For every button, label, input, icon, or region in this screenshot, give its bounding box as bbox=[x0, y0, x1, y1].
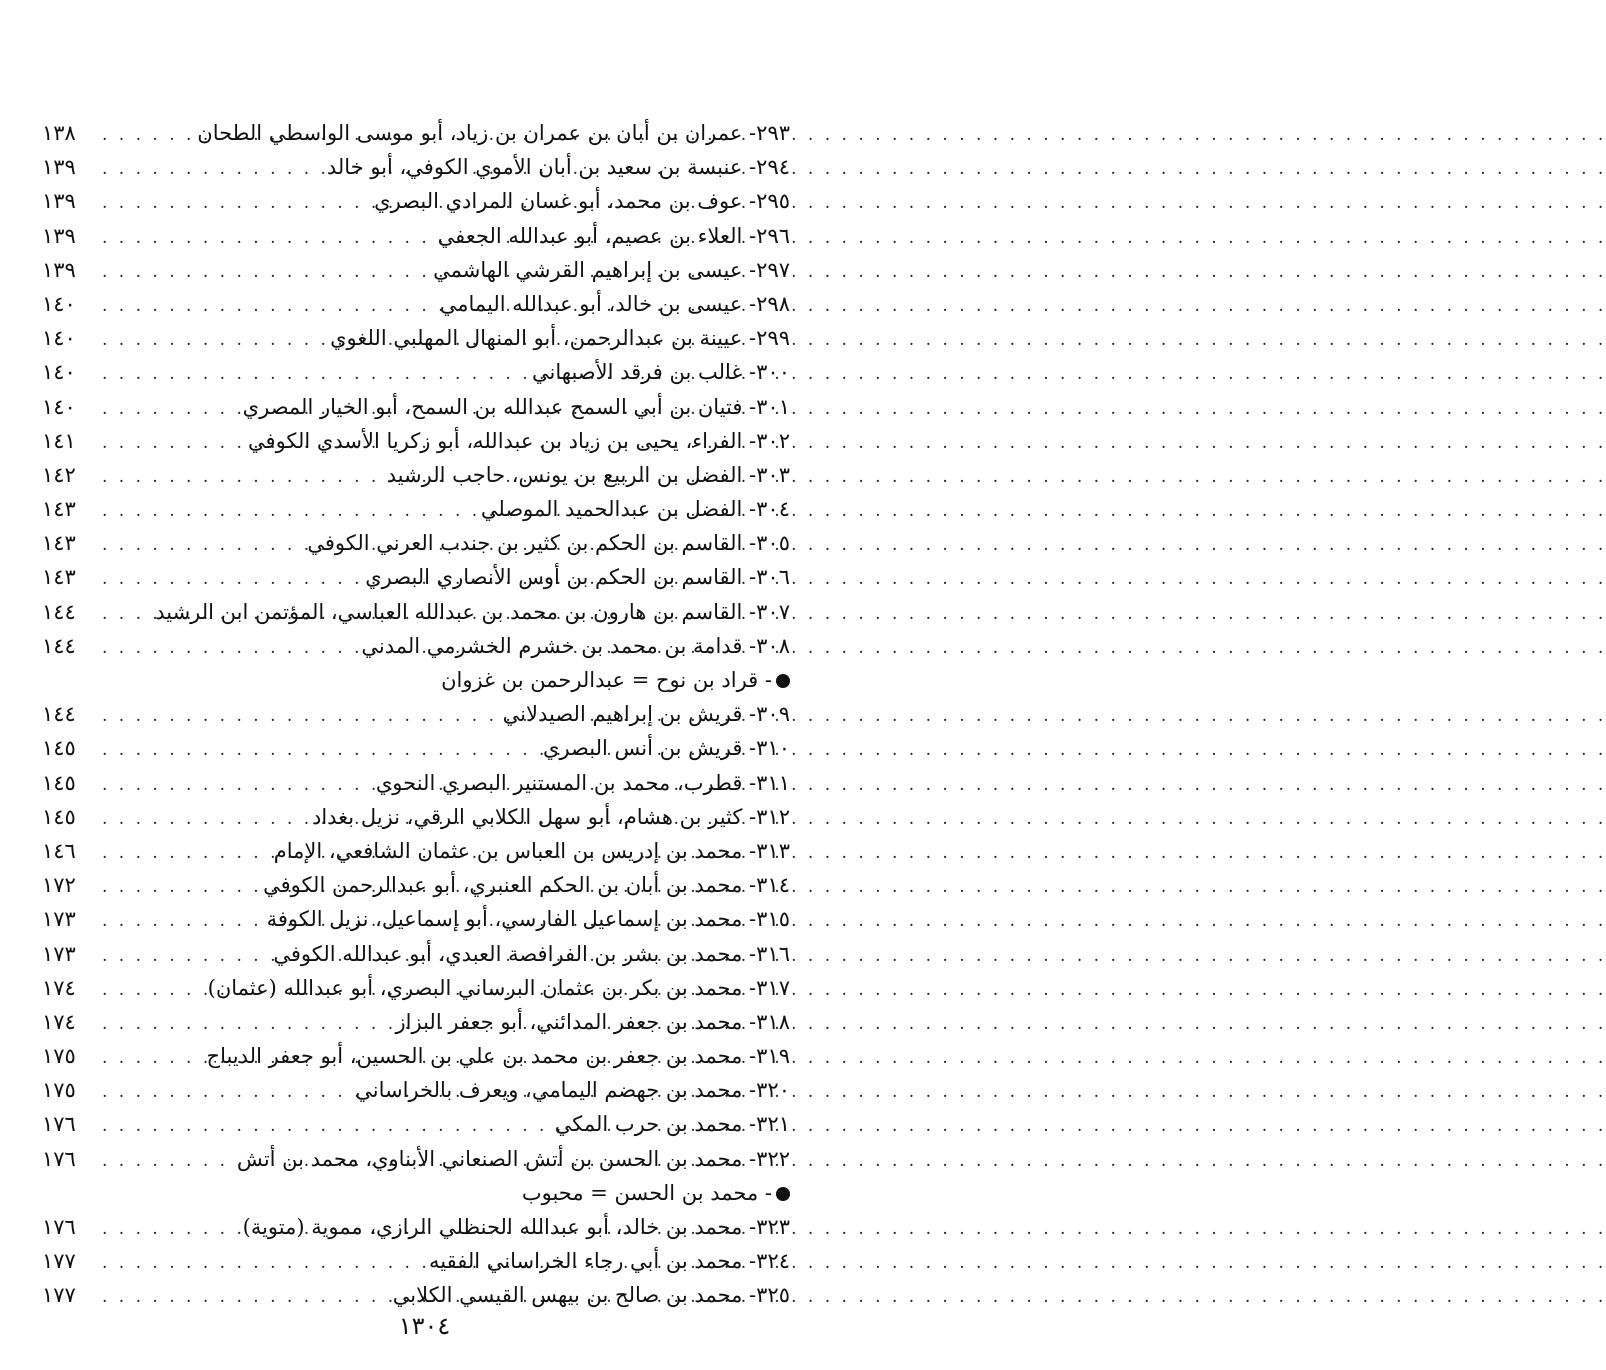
entry-number: ٣١٨ bbox=[756, 1009, 790, 1034]
dot-leader bbox=[102, 1212, 235, 1246]
entry-title: فتيان بن أبي السمح عبدالله بن السمح، أبو الخيار المصري bbox=[242, 394, 743, 419]
entry-page-number: ١٣٩ bbox=[42, 189, 76, 214]
entry-text: ٣١٣- محمد بن إدريس بن العباس بن عثمان الشافعي، الإمام bbox=[273, 838, 790, 863]
entry-number: ٣١٥ bbox=[756, 907, 790, 932]
entry-text: - قراد بن نوح = عبدالرحمن بن غزوان bbox=[441, 663, 790, 697]
entry-text: ٣١٥- محمد بن إسماعيل الفارسي، أبو إسماعيل، نزيل الكوفة bbox=[266, 907, 790, 932]
dot-leader bbox=[102, 255, 425, 289]
entry-title: محمد بن إدريس بن العباس بن عثمان الشافعي، الإمام bbox=[273, 838, 743, 863]
entry-page-number: ١٤٣ bbox=[42, 531, 76, 556]
entry-title: محمد بن جهضم اليمامي، ويعرف بالخراساني bbox=[355, 1078, 743, 1103]
dot-leader bbox=[102, 460, 379, 494]
entry-number: ٣٢٠ bbox=[756, 1078, 790, 1103]
entry-page-number: ١٧٣ bbox=[42, 907, 76, 932]
entry-text: ٢٩٧- عيسى بن إبراهيم القرشي الهاشمي bbox=[433, 257, 790, 282]
entry-page-number: ١٧٦ bbox=[42, 1112, 76, 1137]
entry-text: ٣٠٣- الفضل بن الربيع بن يونس، حاجب الرشيد bbox=[386, 462, 790, 487]
entry-text: ٣١٦- محمد بن بشر بن الفرافصة العبدي، أبو عبدالله الكوفي bbox=[273, 941, 790, 966]
entry-page-number: ١٧٧ bbox=[42, 1283, 76, 1308]
bullet-icon bbox=[776, 674, 790, 688]
entry-text: ٢٩٩- عيينة بن عبدالرحمن، أبو المنهال المهلبي اللغوي bbox=[330, 326, 790, 351]
dot-leader bbox=[102, 802, 304, 836]
index-entry-row bbox=[42, 1039, 790, 1073]
entry-title: قراد بن نوح = عبدالرحمن بن غزوان bbox=[441, 668, 759, 692]
entry-page-number: ١٧٥ bbox=[42, 1078, 76, 1103]
entry-page-number: ١٧٥ bbox=[42, 1044, 76, 1069]
index-entry-row bbox=[42, 492, 790, 526]
dot-leader bbox=[102, 1109, 547, 1143]
dot-leader bbox=[102, 768, 368, 802]
entry-page-number: ١٤٠ bbox=[42, 360, 76, 385]
entry-number: ٢٩٦ bbox=[756, 223, 790, 248]
entry-number: ٣١٠ bbox=[756, 736, 790, 761]
entry-number: ٣٠٥ bbox=[756, 531, 790, 556]
entry-page-number: ١٤٠ bbox=[42, 326, 76, 351]
index-entry-row bbox=[42, 697, 790, 731]
entry-text: ٣٠٦- القاسم بن الحكم بن أوس الأنصاري البصري bbox=[365, 565, 790, 590]
dot-leader bbox=[102, 289, 432, 323]
entry-title: عوف بن محمد، أبو غسان المرادي البصري bbox=[374, 189, 743, 214]
entry-title: عيسى بن إبراهيم القرشي الهاشمي bbox=[433, 257, 743, 282]
entry-title: محمد بن الحسن = محبوب bbox=[521, 1180, 759, 1205]
entry-page-number: ١٤٦ bbox=[42, 838, 76, 863]
dot-leader bbox=[102, 426, 240, 460]
dot-leader bbox=[102, 357, 524, 391]
entry-page-number: ١٤٣ bbox=[42, 565, 76, 590]
entry-text: ٣٠٨- قدامة بن محمد بن خشرم الخشرمي المدني bbox=[361, 633, 790, 658]
index-entry-row bbox=[42, 355, 790, 389]
entry-text: ٣٢٢- محمد بن الحسن بن أتش الصنعاني الأبناوي، محمد بن أتش bbox=[237, 1146, 790, 1171]
dot-leader bbox=[102, 597, 147, 631]
entry-page-number: ١٤٠ bbox=[42, 291, 76, 316]
dot-leader bbox=[102, 1246, 421, 1280]
entry-text: ٣٠٥- القاسم بن الحكم بن كثير بن جندب العرني الكوفي bbox=[307, 531, 790, 556]
dot-leader bbox=[102, 1007, 388, 1041]
entry-title: كثير بن هشام، أبو سهل الكلابي الرقي، نزيل بغداد bbox=[311, 804, 743, 829]
entry-number: ٣١١ bbox=[756, 770, 790, 795]
entry-title: محمد بن صالح بن بيهس القيسي الكلابي bbox=[392, 1283, 743, 1308]
entry-number: ٢٩٨ bbox=[756, 291, 790, 316]
entry-page-number: ١٤٣ bbox=[42, 497, 76, 522]
index-entry-row bbox=[42, 287, 790, 321]
dot-leader bbox=[102, 939, 265, 973]
index-entry-row bbox=[42, 1073, 790, 1107]
dot-leader bbox=[102, 870, 255, 904]
entry-text: ٣١٤- محمد بن أبان بن الحكم العنبري، أبو عبدالرحمن الكوفي bbox=[263, 873, 790, 898]
index-entry-row bbox=[42, 766, 790, 800]
dot-leader bbox=[102, 1280, 385, 1314]
dot-leader bbox=[102, 1075, 347, 1109]
dot-leader bbox=[102, 562, 357, 596]
entry-number: ٣١٤ bbox=[756, 873, 790, 898]
page-number: ١٣٠٤ bbox=[398, 1312, 451, 1340]
index-list bbox=[42, 116, 790, 1313]
index-entry-row bbox=[42, 1005, 790, 1039]
dot-leader bbox=[102, 221, 430, 255]
index-entry-row bbox=[42, 1107, 790, 1141]
entry-text: ٣٠٢- الفراء، يحيى بن زياد بن عبدالله، أبو زكريا الأسدي الكوفي bbox=[248, 428, 790, 453]
entry-number: ٣٠٣ bbox=[756, 462, 790, 487]
entry-number: ٢٩٥ bbox=[756, 189, 790, 214]
entry-title: الفضل بن الربيع بن يونس، حاجب الرشيد bbox=[386, 462, 743, 487]
entry-title: محمد بن خالد، أبو عبدالله الحنظلي الرازي، مموية (متوية) bbox=[242, 1215, 743, 1239]
entry-title: محمد بن حرب المكي bbox=[554, 1112, 743, 1137]
entry-title: محمد بن بكر بن عثمان البرساني البصري، أبو عبدالله (عثمان) bbox=[207, 975, 743, 1000]
index-entry-row bbox=[42, 1244, 790, 1278]
index-entry-row bbox=[42, 902, 790, 936]
entry-page-number: ١٤٤ bbox=[42, 599, 76, 624]
entry-page-number: ١٤٤ bbox=[42, 633, 76, 658]
index-entry-row bbox=[42, 150, 790, 184]
entry-title: عيسى بن خالد، أبو عبدالله اليمامي bbox=[439, 291, 743, 316]
entry-text: ٣٠٠- غالب بن فرقد الأصبهاني bbox=[532, 360, 790, 385]
index-entry-row bbox=[42, 937, 790, 971]
index-entry-row bbox=[42, 629, 790, 663]
entry-page-number: ١٣٩ bbox=[42, 155, 76, 180]
entry-number: ٣٢١ bbox=[756, 1112, 790, 1137]
index-entry-row bbox=[42, 116, 790, 150]
index-entry-row bbox=[42, 321, 790, 355]
dot-leader bbox=[102, 186, 366, 220]
index-entry-row bbox=[42, 834, 790, 868]
entry-text: - محمد بن الحسن = محبوب bbox=[522, 1176, 790, 1210]
entry-text: ٣٠٧- القاسم بن هارون بن محمد بن عبدالله العباسي، المؤتمن ابن الرشيد bbox=[155, 599, 790, 624]
entry-number: ٣٢٢ bbox=[756, 1146, 790, 1171]
index-entry-row bbox=[42, 184, 790, 218]
entry-text: ٢٩٨- عيسى بن خالد، أبو عبدالله اليمامي bbox=[439, 291, 790, 316]
entry-number: ٣٠٤ bbox=[756, 497, 790, 522]
dot-leader bbox=[102, 836, 266, 870]
entry-title: قريش بن إبراهيم الصيدلاني bbox=[502, 702, 743, 727]
entry-number: ٣٢٤ bbox=[756, 1249, 790, 1274]
index-entry-row bbox=[42, 1142, 790, 1176]
index-entry-row bbox=[42, 219, 790, 253]
entry-title: القاسم بن هارون بن محمد بن عبدالله العباسي، المؤتمن ابن الرشيد bbox=[155, 599, 743, 624]
entry-number: ٣٠٩ bbox=[756, 702, 790, 727]
entry-text: ٣٢٠- محمد بن جهضم اليمامي، ويعرف بالخراساني bbox=[355, 1078, 790, 1103]
entry-page-number: ١٣٩ bbox=[42, 257, 76, 282]
index-entry-row bbox=[42, 390, 790, 424]
dot-leader bbox=[102, 528, 299, 562]
entry-page-number: ١٧٤ bbox=[42, 975, 76, 1000]
entry-page-number: ١٤٥ bbox=[42, 804, 76, 829]
entry-page-number: ١٤٢ bbox=[42, 462, 76, 487]
entry-title: الفضل بن عبدالحميد الموصلي bbox=[480, 497, 743, 522]
dot-leader bbox=[102, 1041, 199, 1075]
entry-text: ٣١٢- كثير بن هشام، أبو سهل الكلابي الرقي، نزيل بغداد bbox=[311, 804, 790, 829]
entry-title: محمد بن بشر بن الفرافصة العبدي، أبو عبدالله الكوفي bbox=[273, 941, 743, 966]
entry-number: ٣٢٥ bbox=[756, 1283, 790, 1308]
entry-number: ٢٩٤ bbox=[756, 155, 790, 180]
entry-page-number: ١٧٧ bbox=[42, 1249, 76, 1274]
index-entry-row bbox=[42, 868, 790, 902]
entry-text: ٣٢٥- محمد بن صالح بن بيهس القيسي الكلابي bbox=[392, 1283, 790, 1308]
dot-leader bbox=[102, 118, 189, 152]
dot-leader bbox=[102, 1144, 229, 1178]
entry-number: ٢٩٧ bbox=[756, 257, 790, 282]
index-entry-row bbox=[42, 1278, 790, 1312]
entry-text: ٣٢٤- محمد بن أبي رجاء الخراساني الفقيه bbox=[428, 1249, 790, 1274]
dot-leader bbox=[102, 152, 319, 186]
bullet-icon bbox=[776, 1187, 790, 1201]
entry-title: قريش بن أنس البصري bbox=[543, 736, 743, 761]
entry-title: القاسم بن الحكم بن أوس الأنصاري البصري bbox=[365, 565, 743, 590]
entry-text: ٢٩٥- عوف بن محمد، أبو غسان المرادي البصري bbox=[374, 189, 790, 214]
entry-number: ٣١٢ bbox=[756, 804, 790, 829]
entry-text: ٣٠١- فتيان بن أبي السمح عبدالله بن السمح، أبو الخيار المصري bbox=[242, 394, 790, 419]
entry-page-number: ١٤١ bbox=[42, 428, 76, 453]
entry-text: ٣١١- قطرب، محمد بن المستنير البصري النحوي bbox=[375, 770, 790, 795]
entry-page-number: ١٧٣ bbox=[42, 941, 76, 966]
entry-text: ٣٠٤- الفضل بن عبدالحميد الموصلي bbox=[480, 497, 790, 522]
entry-text: ٢٩٦- العلاء بن عصيم، أبو عبدالله الجعفي bbox=[437, 223, 790, 248]
entry-title: قدامة بن محمد بن خشرم الخشرمي المدني bbox=[361, 633, 743, 658]
index-entry-row bbox=[42, 560, 790, 594]
entry-number: ٢٩٩ bbox=[756, 326, 790, 351]
dot-leader bbox=[102, 973, 200, 1007]
entry-number: ٣٠٧ bbox=[756, 599, 790, 624]
entry-page-number: ١٣٨ bbox=[42, 121, 76, 145]
entry-title: محمد بن أبي رجاء الخراساني الفقيه bbox=[428, 1249, 743, 1274]
entry-text: ٣١٠- قريش بن أنس البصري bbox=[543, 736, 790, 761]
entry-page-number: ١٤٤ bbox=[42, 702, 76, 727]
entry-number: ٣٠٨ bbox=[756, 633, 790, 658]
entry-title: محمد بن الحسن بن أتش الصنعاني الأبناوي، محمد بن أتش bbox=[237, 1146, 743, 1171]
entry-title: عيينة بن عبدالرحمن، أبو المنهال المهلبي اللغوي bbox=[330, 326, 743, 351]
index-entry-row bbox=[42, 971, 790, 1005]
entry-number: ٣١٣ bbox=[756, 838, 790, 863]
index-entry-row bbox=[42, 1210, 790, 1244]
entry-number: ٣١٦ bbox=[756, 941, 790, 966]
entry-page-number: ١٧٢ bbox=[42, 873, 76, 898]
entry-page-number: ١٤٥ bbox=[42, 770, 76, 795]
dot-leader bbox=[102, 904, 259, 938]
entry-title: الفراء، يحيى بن زياد بن عبدالله، أبو زكريا الأسدي الكوفي bbox=[248, 428, 743, 453]
entry-number: ٣٠٠ bbox=[756, 360, 790, 385]
entry-title: محمد بن أبان بن الحكم العنبري، أبو عبدالرحمن الكوفي bbox=[263, 873, 743, 898]
index-entry-row bbox=[42, 526, 790, 560]
entry-number: ٣١٩ bbox=[756, 1044, 790, 1069]
entry-text: ٣٢١- محمد بن حرب المكي bbox=[554, 1112, 790, 1137]
dot-leader bbox=[102, 699, 495, 733]
entry-text: ٣١٧- محمد بن بكر بن عثمان البرساني البصري، أبو عبدالله (عثمان) bbox=[207, 975, 790, 1000]
entry-title: غالب بن فرقد الأصبهاني bbox=[532, 360, 743, 385]
entry-page-number: ١٧٦ bbox=[42, 1146, 76, 1171]
entry-number: ٣٠٢ bbox=[756, 428, 790, 453]
entry-title: قطرب، محمد بن المستنير البصري النحوي bbox=[375, 770, 743, 795]
entry-text: ٣١٨- محمد بن جعفر المدائني، أبو جعفر البزاز bbox=[395, 1009, 790, 1034]
dot-leader bbox=[102, 494, 473, 528]
index-entry-row bbox=[42, 731, 790, 765]
entry-text: ٢٩٣- عمران بن أبان بن عمران بن زياد، أبو موسى الواسطي الطحان bbox=[197, 121, 790, 145]
entry-number: ٣١٧ bbox=[756, 975, 790, 1000]
dot-leader bbox=[102, 631, 353, 665]
entry-page-number: ١٤٥ bbox=[42, 736, 76, 761]
cross-reference-row bbox=[42, 663, 790, 697]
entry-number: ٣٢٣ bbox=[756, 1215, 790, 1239]
entry-page-number: ١٣٩ bbox=[42, 223, 76, 248]
entry-number: ٣٠١ bbox=[756, 394, 790, 419]
entry-text: ٣٢٣- محمد بن خالد، أبو عبدالله الحنظلي الرازي، مموية (متوية) bbox=[242, 1215, 790, 1239]
entry-number: ٣٠٦ bbox=[756, 565, 790, 590]
entry-title: محمد بن جعفر بن محمد بن علي بن الحسين، أبو جعفر الديباج bbox=[206, 1044, 743, 1069]
index-entry-row bbox=[42, 800, 790, 834]
entry-title: القاسم بن الحكم بن كثير بن جندب العرني الكوفي bbox=[307, 531, 743, 556]
entry-text: ٢٩٤- عنبسة بن سعيد بن أبان الأموي الكوفي، أبو خالد bbox=[326, 155, 790, 180]
entry-text: ٣١٩- محمد بن جعفر بن محمد بن علي بن الحسين، أبو جعفر الديباج bbox=[206, 1044, 790, 1069]
entry-title: محمد بن جعفر المدائني، أبو جعفر البزاز bbox=[395, 1009, 743, 1034]
index-entry-row bbox=[42, 424, 790, 458]
entry-title: عمران بن أبان بن عمران بن زياد، أبو موسى الواسطي الطحان bbox=[197, 121, 743, 145]
index-entry-row bbox=[42, 253, 790, 287]
dot-leader bbox=[102, 323, 322, 357]
entry-page-number: ١٧٤ bbox=[42, 1009, 76, 1034]
entry-title: العلاء بن عصيم، أبو عبدالله الجعفي bbox=[437, 223, 743, 248]
entry-page-number: ١٤٠ bbox=[42, 394, 76, 419]
entry-title: محمد بن إسماعيل الفارسي، أبو إسماعيل، نزيل الكوفة bbox=[266, 907, 743, 932]
dot-leader bbox=[102, 733, 535, 767]
index-entry-row bbox=[42, 595, 790, 629]
dot-leader bbox=[102, 392, 235, 426]
cross-reference-row bbox=[42, 1176, 790, 1210]
entry-number: ٢٩٣ bbox=[756, 121, 790, 145]
entry-text: ٣٠٩- قريش بن إبراهيم الصيدلاني bbox=[502, 702, 790, 727]
entry-title: عنبسة بن سعيد بن أبان الأموي الكوفي، أبو خالد bbox=[326, 155, 743, 180]
entry-page-number: ١٧٦ bbox=[42, 1215, 76, 1239]
index-entry-row bbox=[42, 458, 790, 492]
